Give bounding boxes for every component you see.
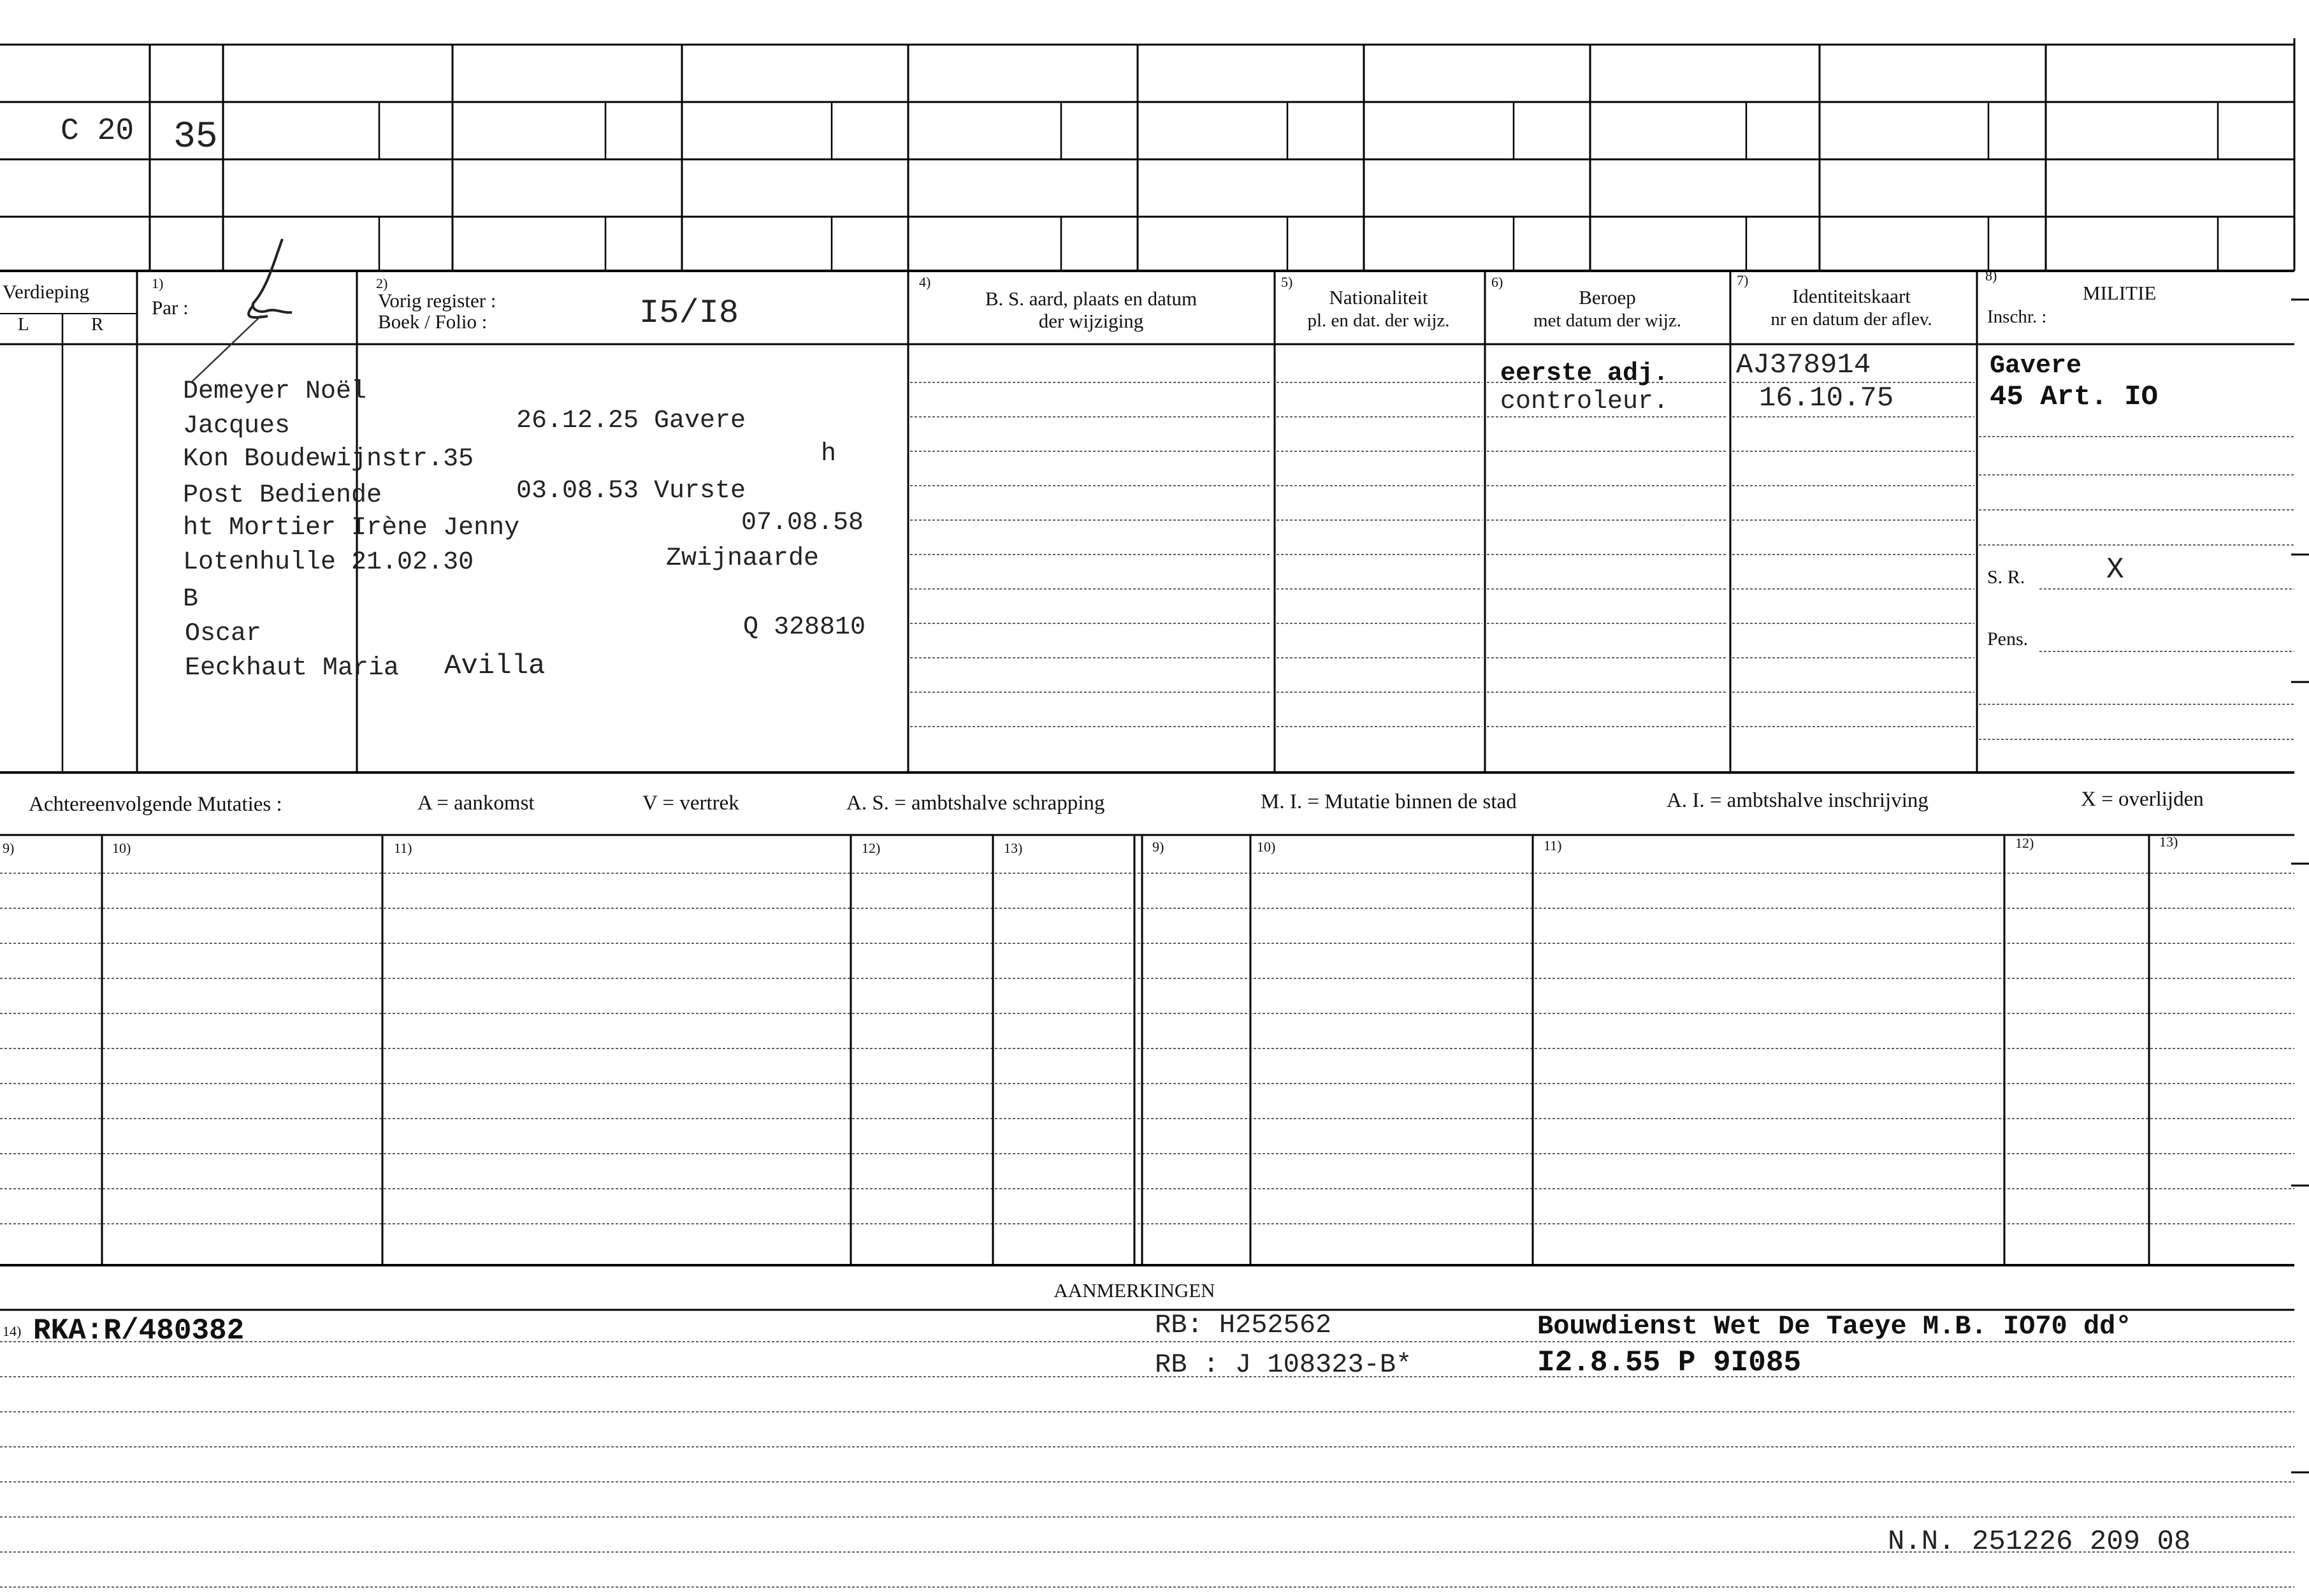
mut-col-12-right: 12)	[2015, 835, 2034, 851]
par-label: Par :	[152, 296, 189, 319]
person-mother-extra: Avilla	[444, 650, 546, 682]
mut-col-9-left: 9)	[3, 840, 15, 856]
person-spouse-birth: Lotenhulle 21.02.30	[183, 548, 474, 577]
verdieping-right: R	[91, 314, 104, 335]
remark-rb-1: RB: H252562	[1155, 1310, 1332, 1340]
vorig-register-label: Vorig register :	[378, 289, 496, 312]
person-h-mark: h	[821, 440, 837, 468]
aanmerkingen-num: 14)	[3, 1323, 22, 1339]
person-spouse: ht Mortier Irène Jenny	[183, 514, 520, 542]
remark-rb-2: RB : J 108323-B*	[1155, 1349, 1412, 1380]
legend-ai: A. I. = ambtshalve inschrijving	[1667, 789, 1929, 812]
nat-header-2: pl. en dat. der wijz.	[1307, 310, 1450, 331]
beroep-line-2: controleur.	[1500, 388, 1669, 416]
militie-place: Gavere	[1990, 352, 2082, 381]
mut-col-11-right: 11)	[1544, 838, 1562, 853]
id-header-1: Identiteitskaart	[1792, 285, 1911, 307]
col-number-4: 4)	[919, 274, 931, 290]
remark-bouwdienst-2: I2.8.55 P 9I085	[1537, 1346, 1802, 1379]
person-marriage-date: 07.08.58	[741, 509, 864, 537]
bs-header-1: B. S. aard, plaats en datum	[985, 287, 1198, 310]
remark-bouwdienst-1: Bouwdienst Wet De Taeye M.B. IO70 dd°	[1537, 1311, 2132, 1342]
inschr-label: Inschr. :	[1987, 307, 2047, 327]
person-job-date-place: 03.08.53 Vurste	[516, 477, 746, 505]
col-number-5: 5)	[1281, 274, 1293, 290]
legend-x: X = overlijden	[2081, 788, 2204, 811]
person-birth: 26.12.25 Gavere	[516, 407, 746, 435]
militie-header: MILITIE	[2083, 282, 2157, 304]
col-number-7: 7)	[1737, 272, 1749, 288]
col-number-8: 8)	[1985, 268, 1997, 284]
legend-a: A = aankomst	[417, 792, 535, 815]
remark-rka: RKA:R/480382	[33, 1314, 245, 1347]
col-number-6: 6)	[1491, 274, 1503, 290]
legend-v: V = vertrek	[642, 792, 739, 815]
person-spouse-place: Zwijnaarde	[666, 544, 820, 573]
person-firstname: Jacques	[183, 412, 291, 440]
mutaties-title: Achtereenvolgende Mutaties :	[29, 793, 282, 816]
verdieping-label: Verdieping	[3, 280, 90, 303]
col-number-1: 1)	[152, 275, 164, 291]
boek-folio-value: I5/I8	[639, 294, 739, 332]
mut-col-10-right: 10)	[1257, 839, 1276, 855]
remark-nn: N.N. 251226 209 08	[1888, 1526, 2191, 1558]
person-surname: Demeyer Noël	[183, 377, 367, 406]
person-mother: Eeckhaut Maria	[185, 654, 400, 683]
mut-col-11-left: 11)	[394, 840, 412, 856]
mut-col-13-left: 13)	[1004, 840, 1023, 856]
top-number: 35	[173, 117, 218, 158]
person-job: Post Bediende	[183, 481, 382, 510]
mut-col-9-right: 9)	[1152, 839, 1164, 855]
pens-label: Pens.	[1987, 628, 2029, 649]
mut-col-13-right: 13)	[2159, 834, 2178, 850]
aanmerkingen-title: AANMERKINGEN	[1053, 1279, 1215, 1302]
bs-header-2: der wijziging	[1038, 310, 1144, 332]
legend-as: A. S. = ambtshalve schrapping	[846, 792, 1105, 815]
nat-header-1: Nationaliteit	[1329, 286, 1428, 308]
mut-col-12-left: 12)	[862, 840, 881, 856]
militie-article: 45 Art. IO	[1990, 381, 2159, 413]
boek-folio-label: Boek / Folio :	[378, 310, 488, 333]
person-father: Oscar	[185, 620, 262, 648]
top-code: C 20	[61, 114, 134, 149]
beroep-header-1: Beroep	[1579, 286, 1636, 308]
person-b-mark: B	[183, 585, 199, 614]
person-address: Kon Boudewijnstr.35	[183, 445, 474, 474]
id-header-2: nr en datum der aflev.	[1770, 309, 1932, 330]
id-date: 16.10.75	[1759, 382, 1894, 414]
id-number: AJ378914	[1736, 349, 1871, 381]
col-number-2: 2)	[376, 275, 388, 291]
sr-value: X	[2106, 553, 2124, 586]
verdieping-left: L	[18, 314, 29, 335]
sr-label: S. R.	[1987, 567, 2025, 588]
person-code: Q 328810	[743, 613, 866, 642]
legend-mi: M. I. = Mutatie binnen de stad	[1261, 790, 1517, 813]
mut-col-10-left: 10)	[112, 840, 131, 856]
beroep-line-1: eerste adj.	[1500, 359, 1669, 388]
beroep-header-2: met datum der wijz.	[1533, 310, 1681, 331]
